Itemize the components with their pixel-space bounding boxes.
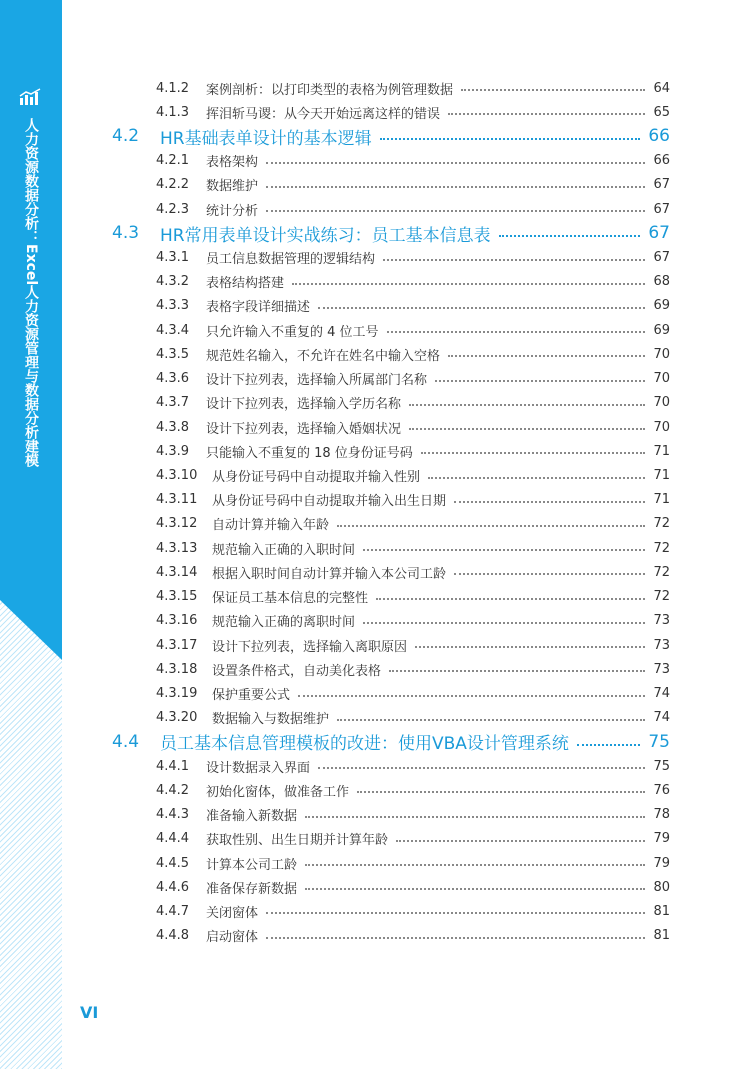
toc-page-number: 74 [653, 686, 670, 701]
toc-number: 4.3.18 [156, 661, 198, 677]
toc-entry[interactable] [0, 173, 750, 197]
toc-number: 4.3.2 [156, 274, 190, 290]
toc-page-number: 66 [653, 153, 670, 169]
toc-title: 保证员工基本信息的完整性 [212, 591, 369, 607]
page-folio: VI [80, 1003, 99, 1022]
toc-entry[interactable] [0, 464, 750, 488]
toc-number: 4.4 [112, 731, 140, 752]
toc-page-number: 67 [653, 177, 670, 193]
toc-number: 4.3.8 [156, 419, 190, 435]
toc-number: 4.1.2 [156, 80, 190, 96]
toc-title: 表格结构搭建 [206, 276, 285, 292]
toc-title: 统计分析 [206, 203, 259, 219]
toc-entry[interactable] [0, 149, 750, 173]
toc-number: 4.3.1 [156, 250, 190, 266]
toc-entry[interactable] [0, 270, 750, 294]
toc-entry[interactable] [0, 439, 750, 463]
toc-section-entry[interactable] [0, 221, 750, 245]
toc-entry[interactable] [0, 657, 750, 681]
toc-title: 根据入职时间自动计算并输入本公司工龄 [212, 566, 447, 582]
toc-page-number: 71 [653, 443, 670, 459]
toc-number: 4.3.14 [156, 564, 198, 580]
toc-number: 4.3.19 [156, 686, 198, 701]
toc-title: HR常用表单设计实战练习：员工基本信息表 [160, 225, 491, 246]
toc-leader-dots [298, 695, 645, 697]
toc-leader-dots [380, 138, 641, 140]
toc-entry[interactable] [0, 342, 750, 366]
toc-title: 表格架构 [206, 155, 259, 171]
toc-entry[interactable] [0, 924, 750, 948]
toc-number: 4.4.3 [156, 807, 190, 823]
toc-leader-dots [318, 307, 645, 309]
toc-leader-dots [292, 283, 645, 285]
toc-page-number: 72 [653, 564, 670, 580]
toc-number: 4.4.4 [156, 831, 190, 847]
toc-leader-dots [428, 477, 645, 479]
toc-title: 获取性别、出生日期并计算年龄 [206, 833, 389, 849]
toc-page-number: 70 [653, 419, 670, 435]
toc-entry[interactable] [0, 246, 750, 270]
toc-number: 4.3.12 [156, 516, 198, 532]
toc-leader-dots [389, 670, 645, 672]
toc-entry[interactable] [0, 488, 750, 512]
toc-number: 4.2.3 [156, 201, 190, 217]
toc-page-number: 67 [648, 223, 670, 244]
toc-title: 设计下拉列表，选择输入学历名称 [206, 397, 402, 413]
toc-leader-dots [409, 404, 645, 406]
toc-entry[interactable] [0, 778, 750, 802]
toc-entry[interactable] [0, 585, 750, 609]
toc-page-number: 67 [653, 201, 670, 217]
toc-title: 只允许输入不重复的 4 位工号 [206, 324, 379, 340]
toc-page-number: 64 [653, 80, 670, 96]
toc-title: 初始化窗体，做准备工作 [206, 784, 350, 800]
toc-leader-dots [577, 744, 640, 746]
toc-number: 4.3.5 [156, 346, 190, 362]
toc-page-number: 78 [653, 807, 670, 823]
toc-page-number: 65 [653, 104, 670, 120]
toc-title: 设置条件格式，自动美化表格 [212, 663, 382, 679]
toc-entry[interactable] [0, 294, 750, 318]
toc-page-number: 79 [653, 831, 670, 847]
toc-entry[interactable] [0, 827, 750, 851]
toc-page-number: 74 [653, 710, 670, 726]
toc-section-entry[interactable] [0, 730, 750, 754]
toc-page-number: 75 [653, 758, 670, 774]
toc-title: 从身份证号码中自动提取并输入性别 [212, 470, 421, 486]
toc-entry[interactable] [0, 633, 750, 657]
toc-title: 计算本公司工龄 [206, 857, 298, 873]
toc-leader-dots [448, 113, 645, 115]
toc-number: 4.3.9 [156, 443, 190, 459]
toc-title: 从身份证号码中自动提取并输入出生日期 [212, 494, 447, 510]
toc-title: 表格字段详细描述 [206, 300, 311, 316]
toc-title: 设计下拉列表，选择输入所属部门名称 [206, 373, 428, 389]
toc-leader-dots [337, 719, 645, 721]
toc-leader-dots [363, 549, 645, 551]
toc-title: 只能输入不重复的 18 位身份证号码 [206, 445, 413, 461]
toc-leader-dots [266, 210, 645, 212]
toc-number: 4.2 [112, 126, 140, 147]
toc-number: 4.3.6 [156, 371, 190, 387]
toc-page-number: 70 [653, 395, 670, 411]
toc-leader-dots [409, 428, 645, 430]
toc-number: 4.3.7 [156, 395, 190, 411]
toc-page-number: 70 [653, 371, 670, 387]
toc-title: 数据维护 [206, 179, 259, 195]
toc-page-number: 66 [648, 126, 670, 147]
toc-page-number: 81 [653, 928, 670, 944]
toc-number: 4.4.7 [156, 903, 190, 919]
toc-number: 4.4.6 [156, 879, 190, 895]
toc-title: 设计数据录入界面 [206, 760, 311, 776]
toc-number: 4.2.1 [156, 153, 190, 169]
toc-entry[interactable] [0, 512, 750, 536]
toc-entry[interactable] [0, 706, 750, 730]
toc-title: 关闭窗体 [206, 905, 259, 921]
toc-leader-dots [387, 331, 646, 333]
toc-leader-dots [337, 525, 645, 527]
toc-page-number: 68 [653, 274, 670, 290]
toc-number: 4.4.5 [156, 855, 190, 871]
toc-number: 4.4.1 [156, 758, 190, 774]
toc-leader-dots [305, 864, 645, 866]
toc-leader-dots [454, 501, 645, 503]
toc-number: 4.2.2 [156, 177, 190, 193]
toc-number: 4.4.2 [156, 782, 190, 798]
toc-leader-dots [499, 235, 641, 237]
toc-number: 4.3.11 [156, 492, 198, 508]
toc-number: 4.3 [112, 223, 140, 244]
toc-leader-dots [435, 380, 645, 382]
toc-leader-dots [415, 646, 645, 648]
toc-leader-dots [363, 622, 645, 624]
toc-page-number: 80 [653, 879, 670, 895]
toc-entry[interactable] [0, 899, 750, 923]
toc-page-number: 73 [653, 613, 670, 629]
toc-number: 4.3.16 [156, 613, 198, 629]
toc-number: 4.3.4 [156, 322, 190, 338]
toc-entry[interactable] [0, 851, 750, 875]
toc-entry[interactable] [0, 754, 750, 778]
toc-entry[interactable] [0, 803, 750, 827]
toc-entry[interactable] [0, 609, 750, 633]
toc-page-number: 75 [648, 731, 670, 752]
toc-leader-dots [266, 162, 645, 164]
toc-leader-dots [454, 573, 645, 575]
toc-page-number: 71 [653, 492, 670, 508]
toc-page-number: 81 [653, 903, 670, 919]
toc-leader-dots [376, 598, 645, 600]
book-title: 人力资源数据分析：Excel人力资源管理与数据分析建模 [23, 118, 39, 468]
toc-title: 案例剖析：以打印类型的表格为例管理数据 [206, 82, 454, 98]
toc-leader-dots [396, 840, 645, 842]
toc-entry[interactable] [0, 682, 750, 706]
toc-leader-dots [357, 791, 645, 793]
toc-leader-dots [266, 912, 645, 914]
toc-leader-dots [305, 888, 645, 890]
toc-title: 挥泪斩马谡：从今天开始远离这样的错误 [206, 106, 441, 122]
toc-entry[interactable] [0, 391, 750, 415]
toc-page-number: 72 [653, 540, 670, 556]
toc-title: 设计下拉列表，选择输入离职原因 [212, 639, 408, 655]
toc-entry[interactable] [0, 76, 750, 100]
toc-title: 规范输入正确的离职时间 [212, 615, 356, 631]
toc-number: 4.3.10 [156, 468, 198, 484]
toc-entry[interactable] [0, 415, 750, 439]
toc-page-number: 69 [653, 322, 670, 338]
toc-leader-dots [461, 89, 645, 91]
toc-leader-dots [305, 816, 645, 818]
toc-number: 4.3.17 [156, 637, 198, 653]
toc-number: 4.3.13 [156, 540, 198, 556]
toc-number: 4.4.8 [156, 928, 190, 944]
toc-section-entry[interactable] [0, 124, 750, 148]
toc-page-number: 73 [653, 661, 670, 677]
toc-page-number: 69 [653, 298, 670, 314]
toc-leader-dots [383, 259, 645, 261]
toc-title: 准备保存新数据 [206, 881, 298, 897]
toc-number: 4.1.3 [156, 104, 190, 120]
toc-entry[interactable] [0, 560, 750, 584]
toc-page-number: 72 [653, 516, 670, 532]
toc-entry[interactable] [0, 367, 750, 391]
toc-title: 启动窗体 [206, 930, 259, 946]
toc-leader-dots [318, 767, 645, 769]
toc-entry[interactable] [0, 197, 750, 221]
toc-entry[interactable] [0, 318, 750, 342]
toc-entry[interactable] [0, 875, 750, 899]
toc-number: 4.3.3 [156, 298, 190, 314]
toc-title: 保护重要公式 [212, 688, 291, 703]
toc-page-number: 72 [653, 589, 670, 605]
toc-entry[interactable] [0, 536, 750, 560]
toc-leader-dots [421, 452, 646, 454]
toc-title: 设计下拉列表，选择输入婚姻状况 [206, 421, 402, 437]
toc-title: HR基础表单设计的基本逻辑 [160, 128, 372, 149]
toc-page-number: 76 [653, 782, 670, 798]
toc-page-number: 70 [653, 346, 670, 362]
toc-page-number: 67 [653, 250, 670, 266]
toc-page-number: 71 [653, 468, 670, 484]
toc-title: 员工信息数据管理的逻辑结构 [206, 252, 376, 268]
toc-title: 员工基本信息管理模板的改进：使用VBA设计管理系统 [160, 734, 569, 755]
toc-number: 4.3.15 [156, 589, 198, 605]
toc-page-number: 73 [653, 637, 670, 653]
toc-title: 数据输入与数据维护 [212, 712, 330, 728]
toc-title: 规范姓名输入，不允许在姓名中输入空格 [206, 348, 441, 364]
toc-leader-dots [266, 186, 645, 188]
toc-title: 规范输入正确的入职时间 [212, 542, 356, 558]
toc-title: 准备输入新数据 [206, 809, 298, 825]
toc-leader-dots [266, 937, 645, 939]
toc-leader-dots [448, 355, 645, 357]
toc-number: 4.3.20 [156, 710, 198, 726]
toc-title: 自动计算并输入年龄 [212, 518, 330, 534]
toc-entry[interactable] [0, 100, 750, 124]
toc-page-number: 79 [653, 855, 670, 871]
